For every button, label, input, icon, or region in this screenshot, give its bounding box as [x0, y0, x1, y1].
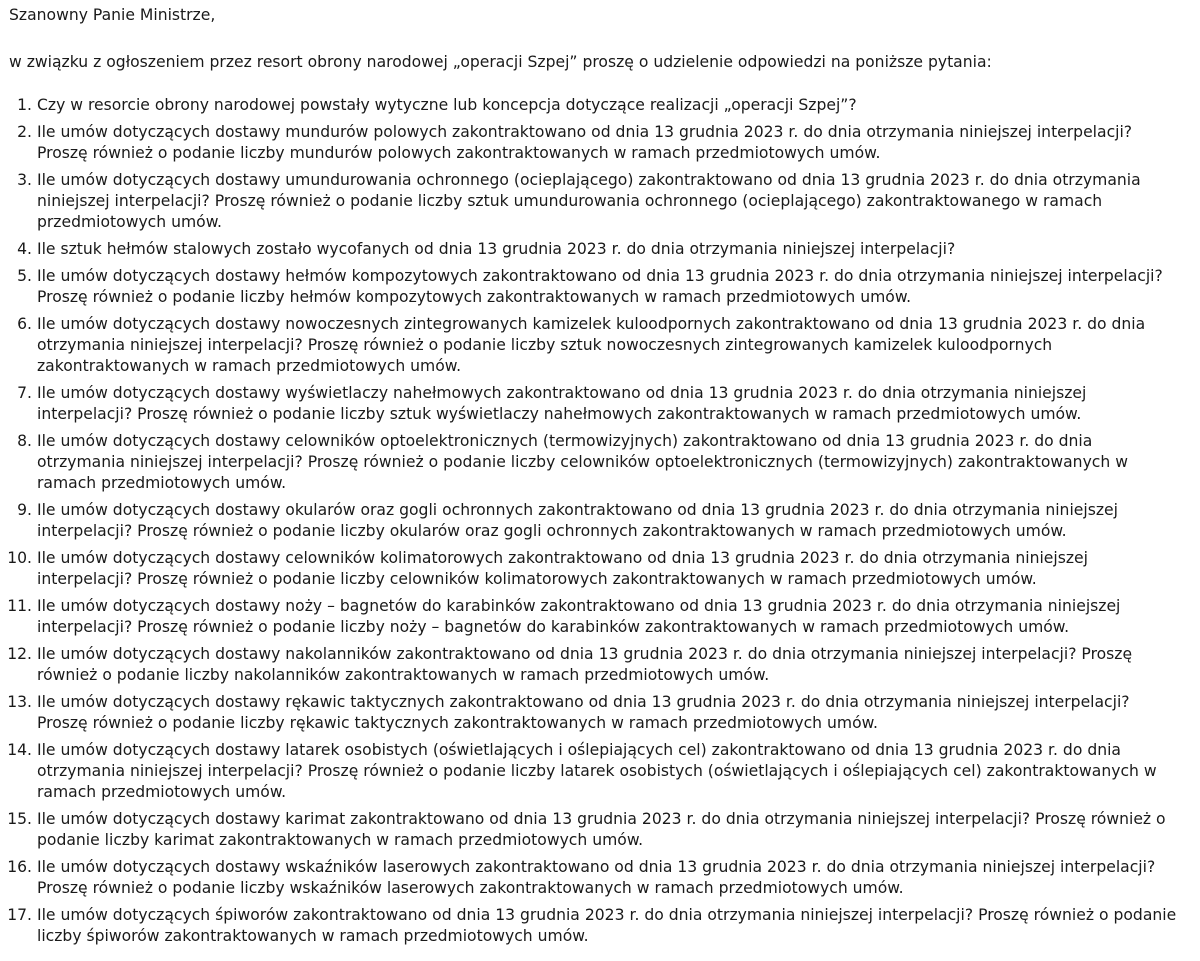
item-number: 15. [7, 810, 32, 828]
item-text: Ile umów dotyczących dostawy wyświetlaczy nahełmowych zakontraktowano od dnia 13 grudnia 2023 r. do dnia otrzymania niniejszej interpelacji? Proszę również o podanie liczby sztuk wyświetlaczy nahełmowych zakontraktowanych w ramach przedmiotowych umów. [37, 384, 1087, 423]
list-item [9, 383, 1184, 425]
item-text: Czy w resorcie obrony narodowej powstały wytyczne lub koncepcja dotyczące realizacji „operacji Szpej”? [37, 96, 857, 114]
item-number: 12. [7, 645, 32, 663]
item-number: 5. [17, 267, 32, 285]
item-number: 2. [17, 123, 32, 141]
list-item [9, 122, 1184, 164]
item-text: Ile umów dotyczących dostawy nakolanników zakontraktowano od dnia 13 grudnia 2023 r. do dnia otrzymania niniejszej interpelacji? Proszę również o podanie liczby nakolanników zakontraktowanych w ramach przedmiotowych umów. [37, 645, 1133, 684]
item-text: Ile umów dotyczących dostawy hełmów kompozytowych zakontraktowano od dnia 13 grudnia 2023 r. do dnia otrzymania niniejszej interpelacji? Proszę również o podanie liczby hełmów kompozytowych zakontraktowanych w ramach przedmiotowych umów. [37, 267, 1163, 306]
list-item [9, 266, 1184, 308]
list-item [9, 740, 1184, 803]
item-text: Ile umów dotyczących dostawy umundurowania ochronnego (ocieplającego) zakontraktowano od dnia 13 grudnia 2023 r. do dnia otrzymania niniejszej interpelacji? Proszę również o podanie liczby sztuk umundurowania ochronnego (ocieplającego) zakontraktowanego w ramach przedmiotowych umów. [37, 171, 1141, 231]
list-item [9, 596, 1184, 638]
salutation: Szanowny Panie Ministrze, [9, 6, 216, 24]
list-item [9, 431, 1184, 494]
item-text: Ile umów dotyczących dostawy noży – bagnetów do karabinków zakontraktowano od dnia 13 grudnia 2023 r. do dnia otrzymania niniejszej interpelacji? Proszę również o podanie liczby noży – bagnetów do karabinków zakontraktowanych w ramach przedmiotowych umów. [37, 597, 1121, 636]
item-text: Ile umów dotyczących śpiworów zakontraktowano od dnia 13 grudnia 2023 r. do dnia otrzymania niniejszej interpelacji? Proszę również o podanie liczby śpiworów zakontraktowanych w ramach przedmiotowych umów. [37, 906, 1177, 945]
item-text: Ile umów dotyczących dostawy nowoczesnych zintegrowanych kamizelek kuloodpornych zakontraktowano od dnia 13 grudnia 2023 r. do dnia otrzymania niniejszej interpelacji? Proszę również o podanie liczby sztuk nowoczesnych zintegrowanych kamizelek kuloodpornych zakontraktowanych w ramach przedmiotowych umów. [37, 315, 1146, 375]
item-text: Ile umów dotyczących dostawy latarek osobistych (oświetlających i oślepiających cel) zakontraktowano od dnia 13 grudnia 2023 r. do dnia otrzymania niniejszej interpelacji? Proszę również o podanie liczby latarek osobistych (oświetlających i oślepiających cel) zakontraktowanych w ramach przedmiotowych umów. [37, 741, 1157, 801]
item-number: 7. [17, 384, 32, 402]
item-number: 13. [7, 693, 32, 711]
list-item [9, 809, 1184, 851]
item-number: 1. [17, 96, 32, 114]
item-number: 16. [7, 858, 32, 876]
item-number: 14. [7, 741, 32, 759]
list-item [9, 692, 1184, 734]
item-number: 6. [17, 315, 32, 333]
item-text: Ile umów dotyczących dostawy celowników optoelektronicznych (termowizyjnych) zakontraktowano od dnia 13 grudnia 2023 r. do dnia otrzymania niniejszej interpelacji? Proszę również o podanie liczby celowników optoelektronicznych (termowizyjnych) zakontraktowanych w ramach przedmiotowych umów. [37, 432, 1128, 492]
item-number: 9. [17, 501, 32, 519]
list-item [9, 905, 1184, 947]
list-item [9, 170, 1184, 233]
list-item [9, 500, 1184, 542]
list-item [9, 314, 1184, 377]
item-number: 10. [7, 549, 32, 567]
item-number: 4. [17, 240, 32, 258]
item-text: Ile umów dotyczących dostawy okularów oraz gogli ochronnych zakontraktowano od dnia 13 grudnia 2023 r. do dnia otrzymania niniejszej interpelacji? Proszę również o podanie liczby okularów oraz gogli ochronnych zakontraktowanych w ramach przedmiotowych umów. [37, 501, 1118, 540]
item-number: 17. [7, 906, 32, 924]
questions-list [9, 95, 1184, 947]
item-text: Ile umów dotyczących dostawy rękawic taktycznych zakontraktowano od dnia 13 grudnia 2023 r. do dnia otrzymania niniejszej interpelacji? Proszę również o podanie liczby rękawic taktycznych zakontraktowanych w ramach przedmiotowych umów. [37, 693, 1130, 732]
item-number: 8. [17, 432, 32, 450]
intro-paragraph: w związku z ogłoszeniem przez resort obrony narodowej „operacji Szpej” proszę o udzielenie odpowiedzi na poniższe pytania: [9, 53, 992, 71]
list-item [9, 95, 1184, 116]
list-item [9, 857, 1184, 899]
list-item [9, 548, 1184, 590]
item-text: Ile umów dotyczących dostawy celowników kolimatorowych zakontraktowano od dnia 13 grudnia 2023 r. do dnia otrzymania niniejszej interpelacji? Proszę również o podanie liczby celowników kolimatorowych zakontraktowanych w ramach przedmiotowych umów. [37, 549, 1088, 588]
item-text: Ile sztuk hełmów stalowych zostało wycofanych od dnia 13 grudnia 2023 r. do dnia otrzymania niniejszej interpelacji? [37, 240, 956, 258]
item-number: 11. [7, 597, 32, 615]
item-number: 3. [17, 171, 32, 189]
item-text: Ile umów dotyczących dostawy wskaźników laserowych zakontraktowano od dnia 13 grudnia 2023 r. do dnia otrzymania niniejszej interpelacji? Proszę również o podanie liczby wskaźników laserowych zakontraktowanych w ramach przedmiotowych umów. [37, 858, 1156, 897]
letter-body [9, 5, 1184, 953]
item-text: Ile umów dotyczących dostawy karimat zakontraktowano od dnia 13 grudnia 2023 r. do dnia otrzymania niniejszej interpelacji? Proszę również o podanie liczby karimat zakontraktowanych w ramach przedmiotowych umów. [37, 810, 1166, 849]
list-item [9, 644, 1184, 686]
item-text: Ile umów dotyczących dostawy mundurów polowych zakontraktowano od dnia 13 grudnia 2023 r. do dnia otrzymania niniejszej interpelacji? Proszę również o podanie liczby mundurów polowych zakontraktowanych w ramach przedmiotowych umów. [37, 123, 1133, 162]
list-item [9, 239, 1184, 260]
